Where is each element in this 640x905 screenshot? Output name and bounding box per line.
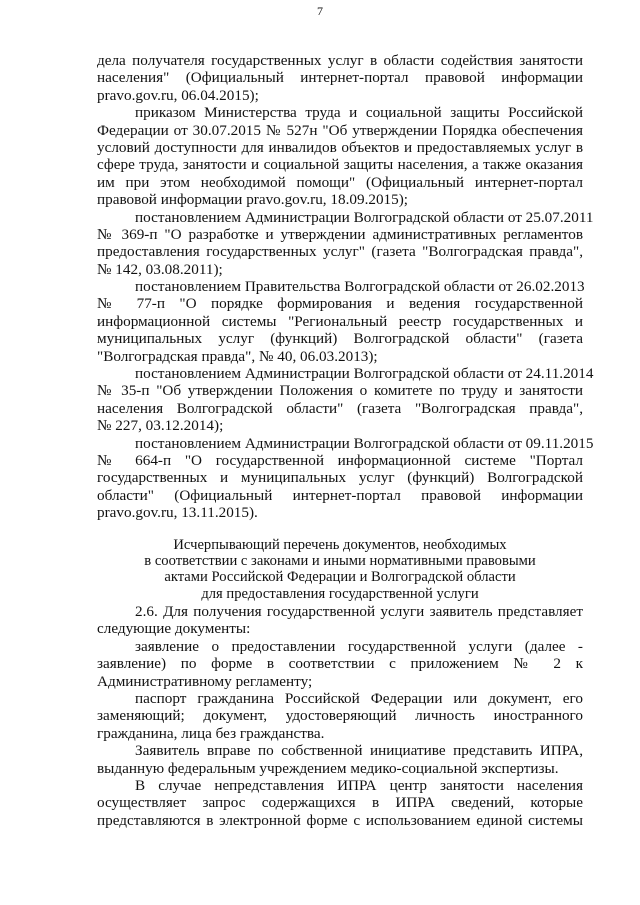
heading-line: актами Российской Федерации и Волгоградской области (164, 569, 516, 586)
body-text-line: осуществляет запрос содержащихся в ИПРА сведений, которые (97, 794, 583, 812)
body-text-line: pravo.gov.ru, 06.04.2015); (97, 86, 259, 104)
body-text-line: населения Волгоградской области" (газета "Волгоградская правда", (97, 399, 583, 417)
body-text-line: им при этом необходимой помощи" (Официальный интернет-портал (97, 173, 583, 191)
section-heading (97, 537, 583, 602)
heading-line: в соответствии с законами и иными нормативными правовыми (144, 553, 536, 570)
body-text-line: заявление о предоставлении государственной услуги (далее - (135, 637, 583, 655)
body-text-line: Заявитель вправе по собственной инициативе представить ИПРА, (135, 742, 583, 760)
body-text-line: выданную федеральным учреждением медико-социальной экспертизы. (97, 759, 559, 777)
body-text-line: № 77-п "О порядке формирования и ведения государственной (97, 295, 583, 313)
body-text-line: постановлением Администрации Волгоградской области от 24.11.2014 (135, 365, 594, 383)
body-text-line: pravo.gov.ru, 13.11.2015). (97, 504, 258, 522)
body-text-line: № 369-п "О разработке и утверждении административных регламентов (97, 225, 583, 243)
body-text-line: муниципальных услуг (функций) Волгоградской области" (газета (97, 330, 583, 348)
legal-basis-list (97, 52, 594, 522)
body-text-line: постановлением Администрации Волгоградской области от 25.07.2011 (135, 208, 594, 226)
body-text-line: 2.6. Для получения государственной услуги заявитель представляет (135, 603, 583, 620)
body-text-line: предоставления государственных услуг" (газета "Волгоградская правда", (97, 243, 583, 261)
body-text-line: постановлением Администрации Волгоградской области от 09.11.2015 (135, 434, 594, 452)
body-text-line: № 35-п "Об утверждении Положения о комитете по труду и занятости (97, 382, 583, 400)
body-text-line: сфере труда, занятости и социальной защиты населения, а также оказания (97, 156, 583, 174)
body-text-line: заявление) по форме в соответствии с приложением № 2 к (97, 655, 583, 673)
body-text-line: представляются в электронной форме с использованием единой системы (97, 811, 583, 829)
heading-line: Исчерпывающий перечень документов, необходимых (173, 537, 507, 553)
body-text-line: паспорт гражданина Российской Федерации или документ, его (135, 689, 583, 707)
body-text-line: № 664-п "О государственной информационной системе "Портал (97, 451, 583, 469)
body-text-line: правовой информации pravo.gov.ru, 18.09.2015); (97, 191, 409, 209)
body-text-line: В случае непредставления ИПРА центр занятости населения (135, 776, 583, 794)
heading-line: для предоставления государственной услуги (201, 585, 479, 602)
body-text-line: № 227, 03.12.2014); (97, 417, 224, 435)
body-text-line: приказом Министерства труда и социальной защиты Российской (135, 104, 583, 122)
body-text-line: дела получателя государственных услуг в области содействия занятости (97, 52, 583, 69)
body-text-line: гражданина, лица без гражданства. (97, 724, 325, 742)
body-text-line: следующие документы: (97, 620, 251, 638)
body-text-line: № 142, 03.08.2011); (97, 260, 223, 278)
body-text-line: "Волгоградская правда", № 40, 06.03.2013); (97, 347, 378, 365)
body-text-line: условий доступности для инвалидов объектов и предоставляемых услуг в (97, 138, 583, 156)
body-text-line: населения" (Официальный интернет-портал правовой информации (97, 69, 583, 87)
page-number: 7 (317, 4, 323, 18)
body-text-line: государственных и муниципальных услуг (функций) Волгоградской (97, 469, 583, 487)
body-text-line: области" (Официальный интернет-портал правовой информации (97, 486, 583, 504)
body-text-line: Административному регламенту; (97, 672, 313, 690)
body-text-line: информационной системы "Региональный реестр государственных и (97, 312, 583, 330)
body-text-line: постановлением Правительства Волгоградской области от 26.02.2013 (135, 278, 585, 296)
body-text-line: Федерации от 30.07.2015 № 527н "Об утверждении Порядка обеспечения (97, 121, 583, 139)
body-text-line: заменяющий; документ, удостоверяющий личность иностранного (97, 707, 583, 725)
section-2-6-text (97, 603, 583, 829)
